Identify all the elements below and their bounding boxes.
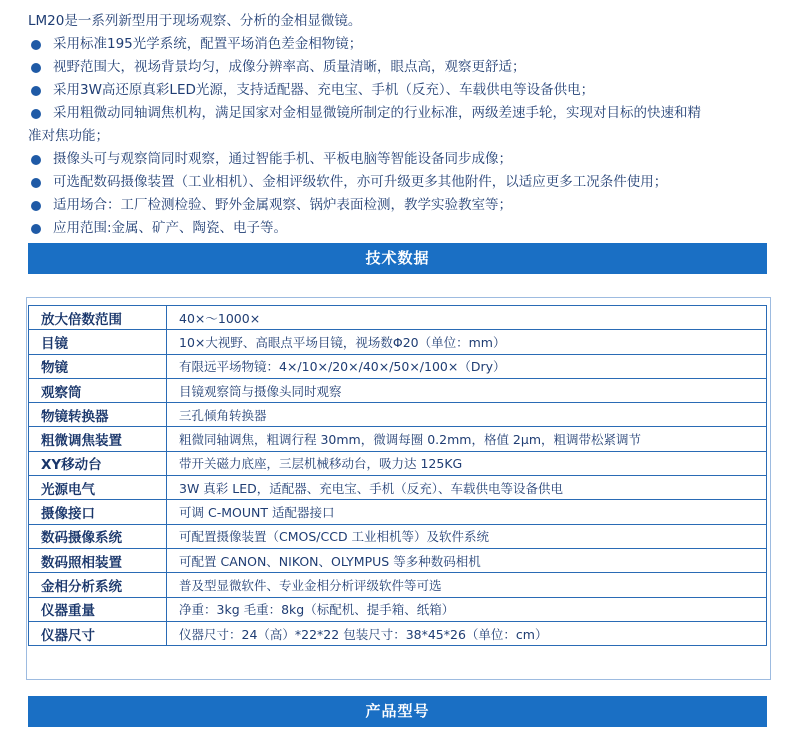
spec-value: 10×大视野、高眼点平场目镜，视场数Φ20（单位：mm） xyxy=(167,330,767,354)
bullet-dot-icon xyxy=(31,109,41,119)
spec-label: 目镜 xyxy=(29,330,167,354)
bullet-dot-icon xyxy=(31,40,41,50)
feature-list-item xyxy=(28,148,778,171)
feature-list-item xyxy=(28,79,778,102)
feature-list-item xyxy=(28,171,778,194)
spec-value: 可配置 CANON、NIKON、OLYMPUS 等多种数码相机 xyxy=(167,548,767,572)
feature-text: 采用标准195光学系统，配置平场消色差金相物镜； xyxy=(53,36,363,52)
table-row xyxy=(29,451,767,475)
feature-text: 视野范围大，视场背景均匀，成像分辨率高、质量清晰，眼点高，观察更舒适； xyxy=(53,59,526,75)
spec-label: 摄像接口 xyxy=(29,500,167,524)
section-header-product-model: 产品型号 xyxy=(28,696,767,727)
table-row xyxy=(29,427,767,451)
intro-title: LM20是一系列新型用于现场观察、分析的金相显微镜。 xyxy=(28,13,362,29)
feature-list-item xyxy=(28,33,778,56)
spec-value: 可配置摄像装置（CMOS/CCD 工业相机等）及软件系统 xyxy=(167,524,767,548)
spec-value: 净重：3kg 毛重：8kg（标配机、提手箱、纸箱） xyxy=(167,597,767,621)
table-row xyxy=(29,354,767,378)
feature-text: 可选配数码摄像装置（工业相机）、金相评级软件，亦可升级更多其他附件，以适应更多工况条件使用； xyxy=(53,174,668,190)
spec-label: 光源电气 xyxy=(29,476,167,500)
spec-value: 粗微同轴调焦，粗调行程 30mm，微调每圈 0.2mm，格值 2μm，粗调带松紧调节 xyxy=(167,427,767,451)
table-row xyxy=(29,306,767,330)
spec-label: 金相分析系统 xyxy=(29,573,167,597)
table-row xyxy=(29,500,767,524)
spec-value: 40×～1000× xyxy=(167,306,767,330)
section-header-tech-data: 技术数据 xyxy=(28,243,767,274)
spec-label: XY移动台 xyxy=(29,451,167,475)
table-row xyxy=(29,403,767,427)
table-row xyxy=(29,597,767,621)
table-row xyxy=(29,548,767,572)
table-row xyxy=(29,378,767,402)
table-row xyxy=(29,476,767,500)
spec-value: 三孔倾角转换器 xyxy=(167,403,767,427)
feature-text: 采用3W高还原真彩LED光源，支持适配器、充电宝、手机（反充）、车载供电等设备供电； xyxy=(53,82,595,98)
spec-table xyxy=(28,305,767,646)
spec-label: 物镜转换器 xyxy=(29,403,167,427)
bullet-dot-icon xyxy=(31,86,41,96)
spec-label: 物镜 xyxy=(29,354,167,378)
table-row xyxy=(29,524,767,548)
spec-label: 观察筒 xyxy=(29,378,167,402)
feature-text-continued: 准对焦功能； xyxy=(28,128,109,144)
spec-label: 仪器重量 xyxy=(29,597,167,621)
bullet-dot-icon xyxy=(31,201,41,211)
spec-value: 有限远平场物镜：4×/10×/20×/40×/50×/100×（Dry） xyxy=(167,354,767,378)
spec-value: 可调 C-MOUNT 适配器接口 xyxy=(167,500,767,524)
spec-value: 3W 真彩 LED，适配器、充电宝、手机（反充）、车载供电等设备供电 xyxy=(167,476,767,500)
table-row xyxy=(29,621,767,645)
spec-label: 仪器尺寸 xyxy=(29,621,167,645)
feature-list-item xyxy=(28,217,778,240)
bullet-dot-icon xyxy=(31,155,41,165)
spec-label: 数码照相装置 xyxy=(29,548,167,572)
spec-value: 普及型显微软件、专业金相分析评级软件等可选 xyxy=(167,573,767,597)
feature-text: 采用粗微动同轴调焦机构，满足国家对金相显微镜所制定的行业标准，两级差速手轮，实现对目标的快速和精 xyxy=(53,105,701,121)
feature-text: 适用场合：工厂检测检验、野外金属观察、锅炉表面检测，教学实验教室等； xyxy=(53,197,512,213)
table-row xyxy=(29,330,767,354)
feature-list-item xyxy=(28,102,778,148)
intro-block xyxy=(28,10,778,240)
bullet-dot-icon xyxy=(31,224,41,234)
bullet-dot-icon xyxy=(31,178,41,188)
spec-value: 目镜观察筒与摄像头同时观察 xyxy=(167,378,767,402)
feature-list-item xyxy=(28,56,778,79)
bullet-dot-icon xyxy=(31,63,41,73)
feature-list-item xyxy=(28,194,778,217)
feature-text: 摄像头可与观察筒同时观察，通过智能手机、平板电脑等智能设备同步成像； xyxy=(53,151,512,167)
spec-label: 放大倍数范围 xyxy=(29,306,167,330)
spec-label: 粗微调焦装置 xyxy=(29,427,167,451)
spec-value: 带开关磁力底座，三层机械移动台，吸力达 125KG xyxy=(167,451,767,475)
table-row xyxy=(29,573,767,597)
spec-value: 仪器尺寸：24（高）*22*22 包装尺寸：38*45*26（单位：cm） xyxy=(167,621,767,645)
feature-list xyxy=(28,33,778,240)
feature-text: 应用范围:金属、矿产、陶瓷、电子等。 xyxy=(53,220,288,236)
spec-label: 数码摄像系统 xyxy=(29,524,167,548)
